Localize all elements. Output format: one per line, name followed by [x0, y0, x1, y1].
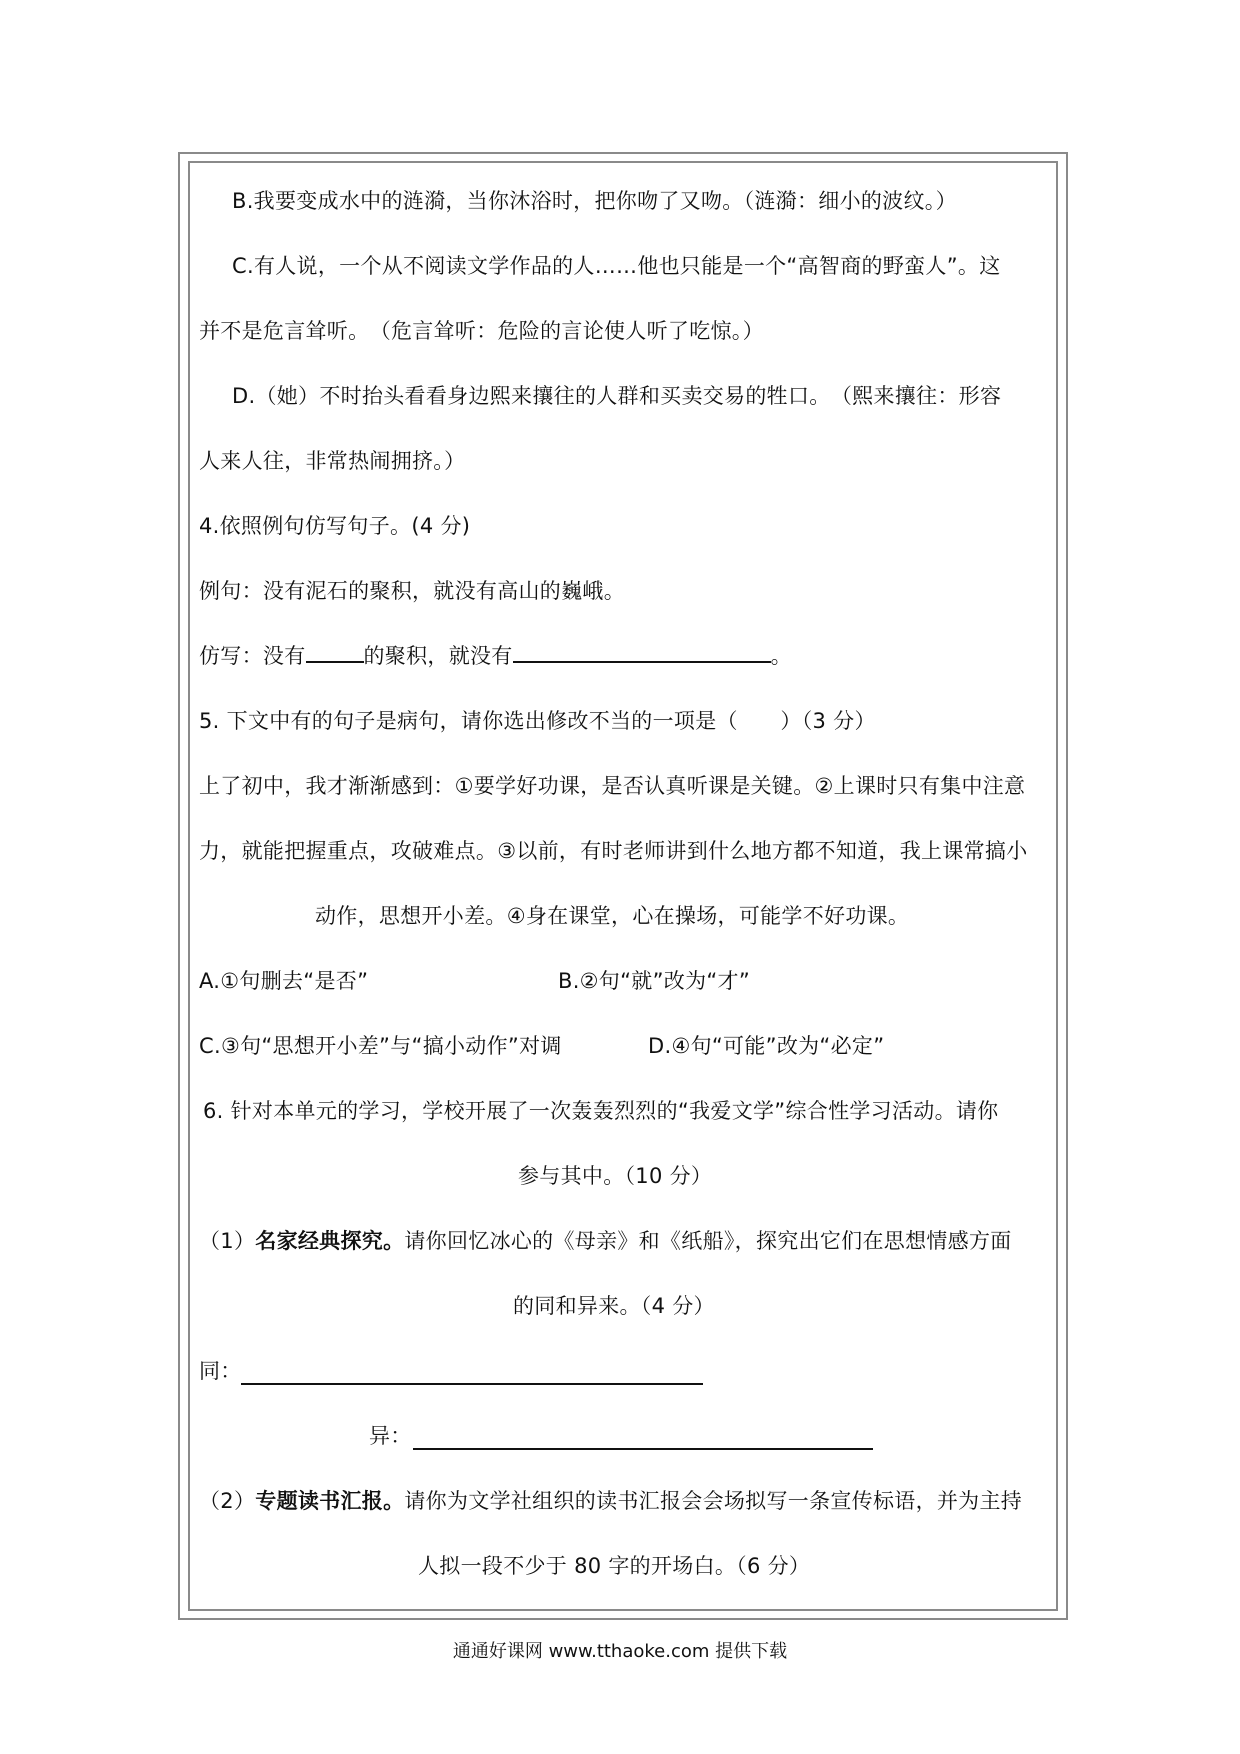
- q6-part1-heading: 名家经典探究。: [255, 1229, 405, 1253]
- q6-part2-line2: 人拟一段不少于 80 字的开场白。（6 分）: [418, 1554, 811, 1578]
- q5-passage-line2: 力，就能把握重点，攻破难点。③以前，有时老师讲到什么地方都不知道，我上课常搞小: [199, 839, 1028, 863]
- q3-option-c-line1: C.有人说，一个从不阅读文学作品的人……他也只能是一个“高智商的野蛮人”。这: [232, 254, 1001, 278]
- q4-imitate-middle: 的聚积，就没有: [363, 644, 513, 668]
- q4-imitate: [199, 641, 792, 671]
- q5-option-c: C.③句“思想开小差”与“搞小动作”对调: [199, 1034, 562, 1058]
- q6-part1: [199, 1226, 1012, 1256]
- q4-title: 4.依照例句仿写句子。(4 分): [199, 514, 471, 538]
- q4-imitate-prefix: 仿写：没有: [199, 644, 306, 668]
- q6-part2: [199, 1486, 1022, 1516]
- q3-option-d-line2: 人来人往，非常热闹拥挤。）: [199, 449, 466, 473]
- q4-blank-1[interactable]: [306, 641, 364, 663]
- q6-title-line1: 6. 针对本单元的学习，学校开展了一次轰轰烈烈的“我爱文学”综合性学习活动。请你: [203, 1099, 999, 1123]
- q6-same-answer-line[interactable]: [241, 1383, 703, 1385]
- q6-same-label: 同：: [199, 1359, 242, 1383]
- q5-option-a: A.①句删去“是否”: [199, 969, 369, 993]
- page-frame-inner: [188, 161, 1058, 1611]
- q3-option-b: B.我要变成水中的涟漪，当你沐浴时，把你吻了又吻。（涟漪：细小的波纹。）: [232, 189, 957, 213]
- q6-part1-line2: 的同和异来。（4 分）: [513, 1294, 715, 1318]
- q6-part1-text: 请你回忆冰心的《母亲》和《纸船》，探究出它们在思想情感方面: [404, 1229, 1012, 1253]
- q4-imitate-suffix: 。: [770, 644, 792, 668]
- q6-diff-answer-line[interactable]: [413, 1448, 873, 1450]
- q5-passage-line3: 动作，思想开小差。④身在课堂，心在操场，可能学不好功课。: [315, 904, 910, 928]
- q3-option-c-line2: 并不是危言耸听。 （危言耸听：危险的言论使人听了吃惊。）: [199, 319, 764, 343]
- q6-part2-text: 请你为文学社组织的读书汇报会会场拟写一条宣传标语，并为主持: [404, 1489, 1023, 1513]
- q5-option-b: B.②句“就”改为“才”: [558, 969, 751, 993]
- q6-part2-prefix: （2）: [199, 1489, 256, 1513]
- q6-diff-label: 异：: [369, 1424, 412, 1448]
- footer-source: 通通好课网 www.tthaoke.com 提供下载: [452, 1641, 788, 1662]
- q5-option-d: D.④句“可能”改为“必定”: [648, 1034, 885, 1058]
- q5-title: 5. 下文中有的句子是病句，请你选出修改不当的一项是（ ）（3 分）: [199, 709, 876, 733]
- q6-part1-prefix: （1）: [199, 1229, 256, 1253]
- q3-option-d-line1: D.（她）不时抬头看看身边熙来攘往的人群和买卖交易的牲口。 （熙来攘往：形容: [232, 384, 1002, 408]
- q6-title-line2: 参与其中。（10 分）: [518, 1164, 713, 1188]
- q4-blank-2[interactable]: [513, 641, 771, 663]
- q4-example: 例句：没有泥石的聚积，就没有高山的巍峨。: [199, 579, 625, 603]
- q6-part2-heading: 专题读书汇报。: [255, 1489, 405, 1513]
- q5-passage-line1: 上了初中，我才渐渐感到：①要学好功课，是否认真听课是关键。②上课时只有集中注意: [199, 774, 1026, 798]
